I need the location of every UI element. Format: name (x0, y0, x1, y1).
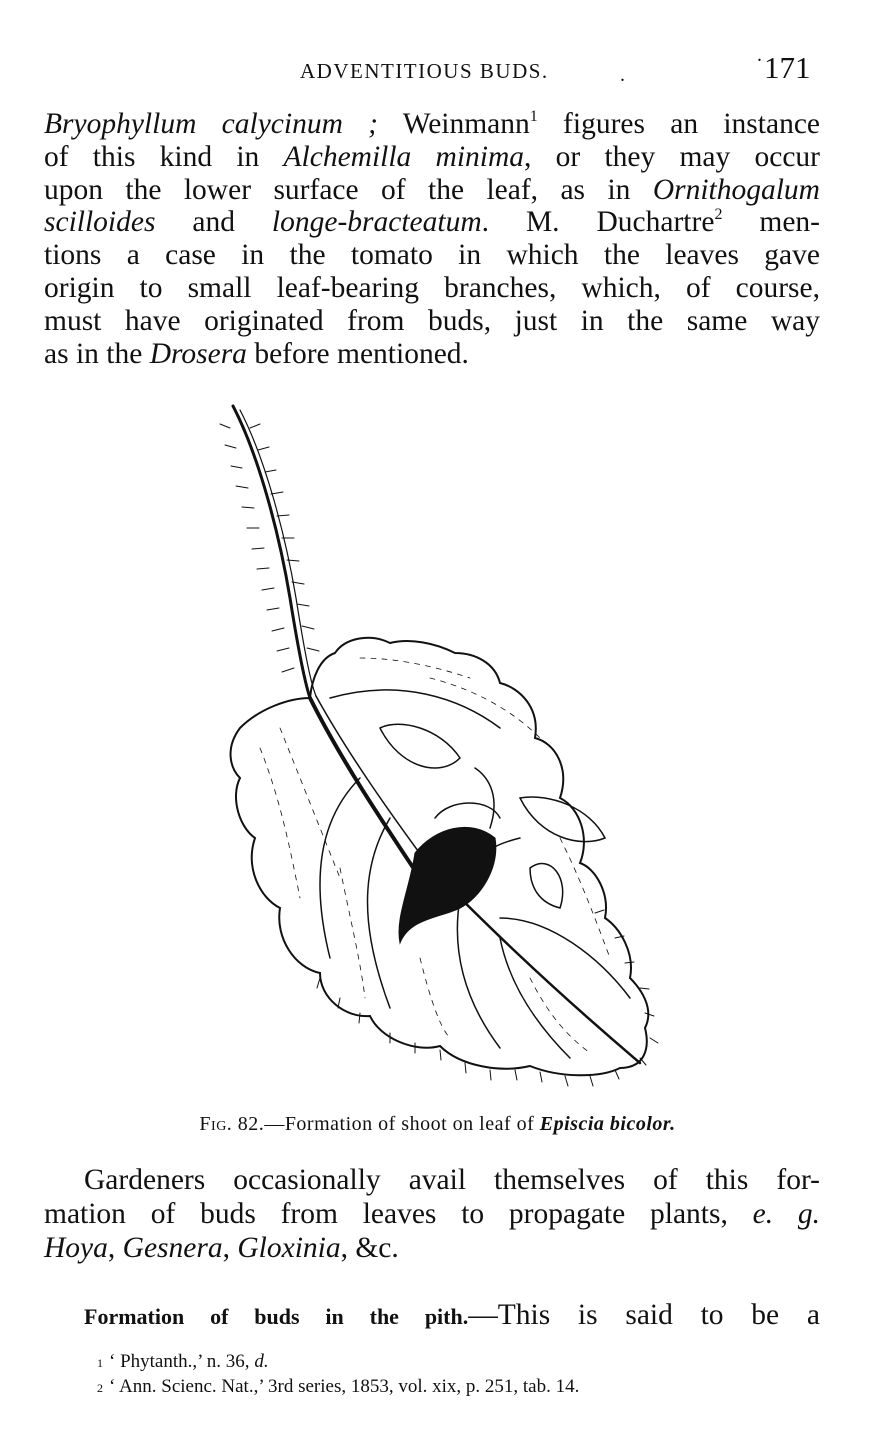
species-name: Bryophyllum calycinum ; (44, 108, 378, 140)
figure-caption (0, 1113, 875, 1136)
text-fragment: , (222, 1232, 238, 1264)
genus-name: Gesnera (122, 1232, 223, 1264)
text-line (44, 174, 820, 207)
text-fragment: , (107, 1232, 123, 1264)
text-fragment: mation of buds from leaves to propagate plants, (44, 1198, 753, 1230)
text-fragment: , or they may occur (524, 140, 821, 173)
footnote-ref: 1 (529, 108, 538, 125)
running-head: ADVENTITIOUS BUDS. (300, 59, 549, 83)
paragraph-3 (84, 1298, 820, 1334)
footnote-text: d. (254, 1351, 269, 1372)
figure-label: Fig. 82. (199, 1113, 265, 1135)
genus-name: Gloxinia (237, 1232, 341, 1264)
caption-species: Episcia bicolor. (539, 1113, 676, 1135)
text-line: Gardeners occasionally avail themselves of this for- (84, 1164, 820, 1196)
footnote-ref: 2 (714, 206, 723, 224)
species-name: Drosera (149, 337, 247, 370)
text-line: must have originated from buds, just in the same way (44, 304, 820, 337)
footnote-mark: 1 (97, 1356, 103, 1370)
genus-name: Hoya (44, 1232, 108, 1264)
text-line (44, 338, 820, 371)
text-fragment: and (155, 206, 272, 239)
species-name: Alchemilla minima (283, 140, 525, 173)
text-fragment: as in the (44, 337, 150, 370)
text-fragment: upon the lower surface of the leaf, as in (44, 173, 653, 206)
text-fragment: before mentioned. (246, 337, 469, 370)
text-fragment: . M. Duchartre (481, 206, 715, 239)
text-line (44, 1197, 820, 1231)
text-line (44, 141, 820, 174)
species-name: longe-bracteatum (271, 206, 482, 239)
page-header (0, 44, 875, 90)
leaf-illustration (200, 398, 670, 1098)
footnotes (97, 1350, 579, 1400)
text-line: origin to small leaf-bearing branches, which, of course, (44, 271, 820, 304)
species-name: Ornithogalum (652, 173, 820, 206)
footnote-2 (97, 1375, 579, 1400)
caption-text: —Formation of shoot on leaf of (264, 1113, 540, 1135)
text-line (44, 206, 820, 239)
section-heading: Formation of buds in the pith. (84, 1304, 469, 1329)
header-dot: . (757, 44, 762, 66)
text-fragment: of this kind in (44, 140, 284, 173)
text-fragment: —This is said to be a (468, 1299, 820, 1331)
text-line (44, 1231, 820, 1265)
text-fragment: Weinmann (377, 108, 530, 140)
header-dot: . (620, 64, 625, 86)
text-line (44, 108, 820, 141)
episcia-leaf-drawing (200, 398, 670, 1098)
text-fragment: figures an instance (537, 108, 820, 140)
paragraph-2 (44, 1163, 820, 1265)
paragraph-1 (44, 108, 820, 370)
footnote-text: ‘ Phytanth.,’ n. 36, (109, 1351, 255, 1372)
footnote-mark: 2 (97, 1381, 103, 1395)
abbreviation: e. g. (752, 1198, 820, 1230)
footnote-text: ‘ Ann. Scienc. Nat.,’ 3rd series, 1853, vol. xix, p. 251, tab. 14. (109, 1376, 580, 1397)
species-name: scilloides (44, 206, 156, 239)
footnote-1 (97, 1350, 579, 1375)
page-number: 171 (764, 50, 811, 85)
text-line: tions a case in the tomato in which the leaves gave (44, 239, 820, 272)
text-line (84, 1298, 820, 1334)
text-fragment: men- (722, 206, 820, 239)
text-fragment: , &c. (340, 1232, 399, 1264)
